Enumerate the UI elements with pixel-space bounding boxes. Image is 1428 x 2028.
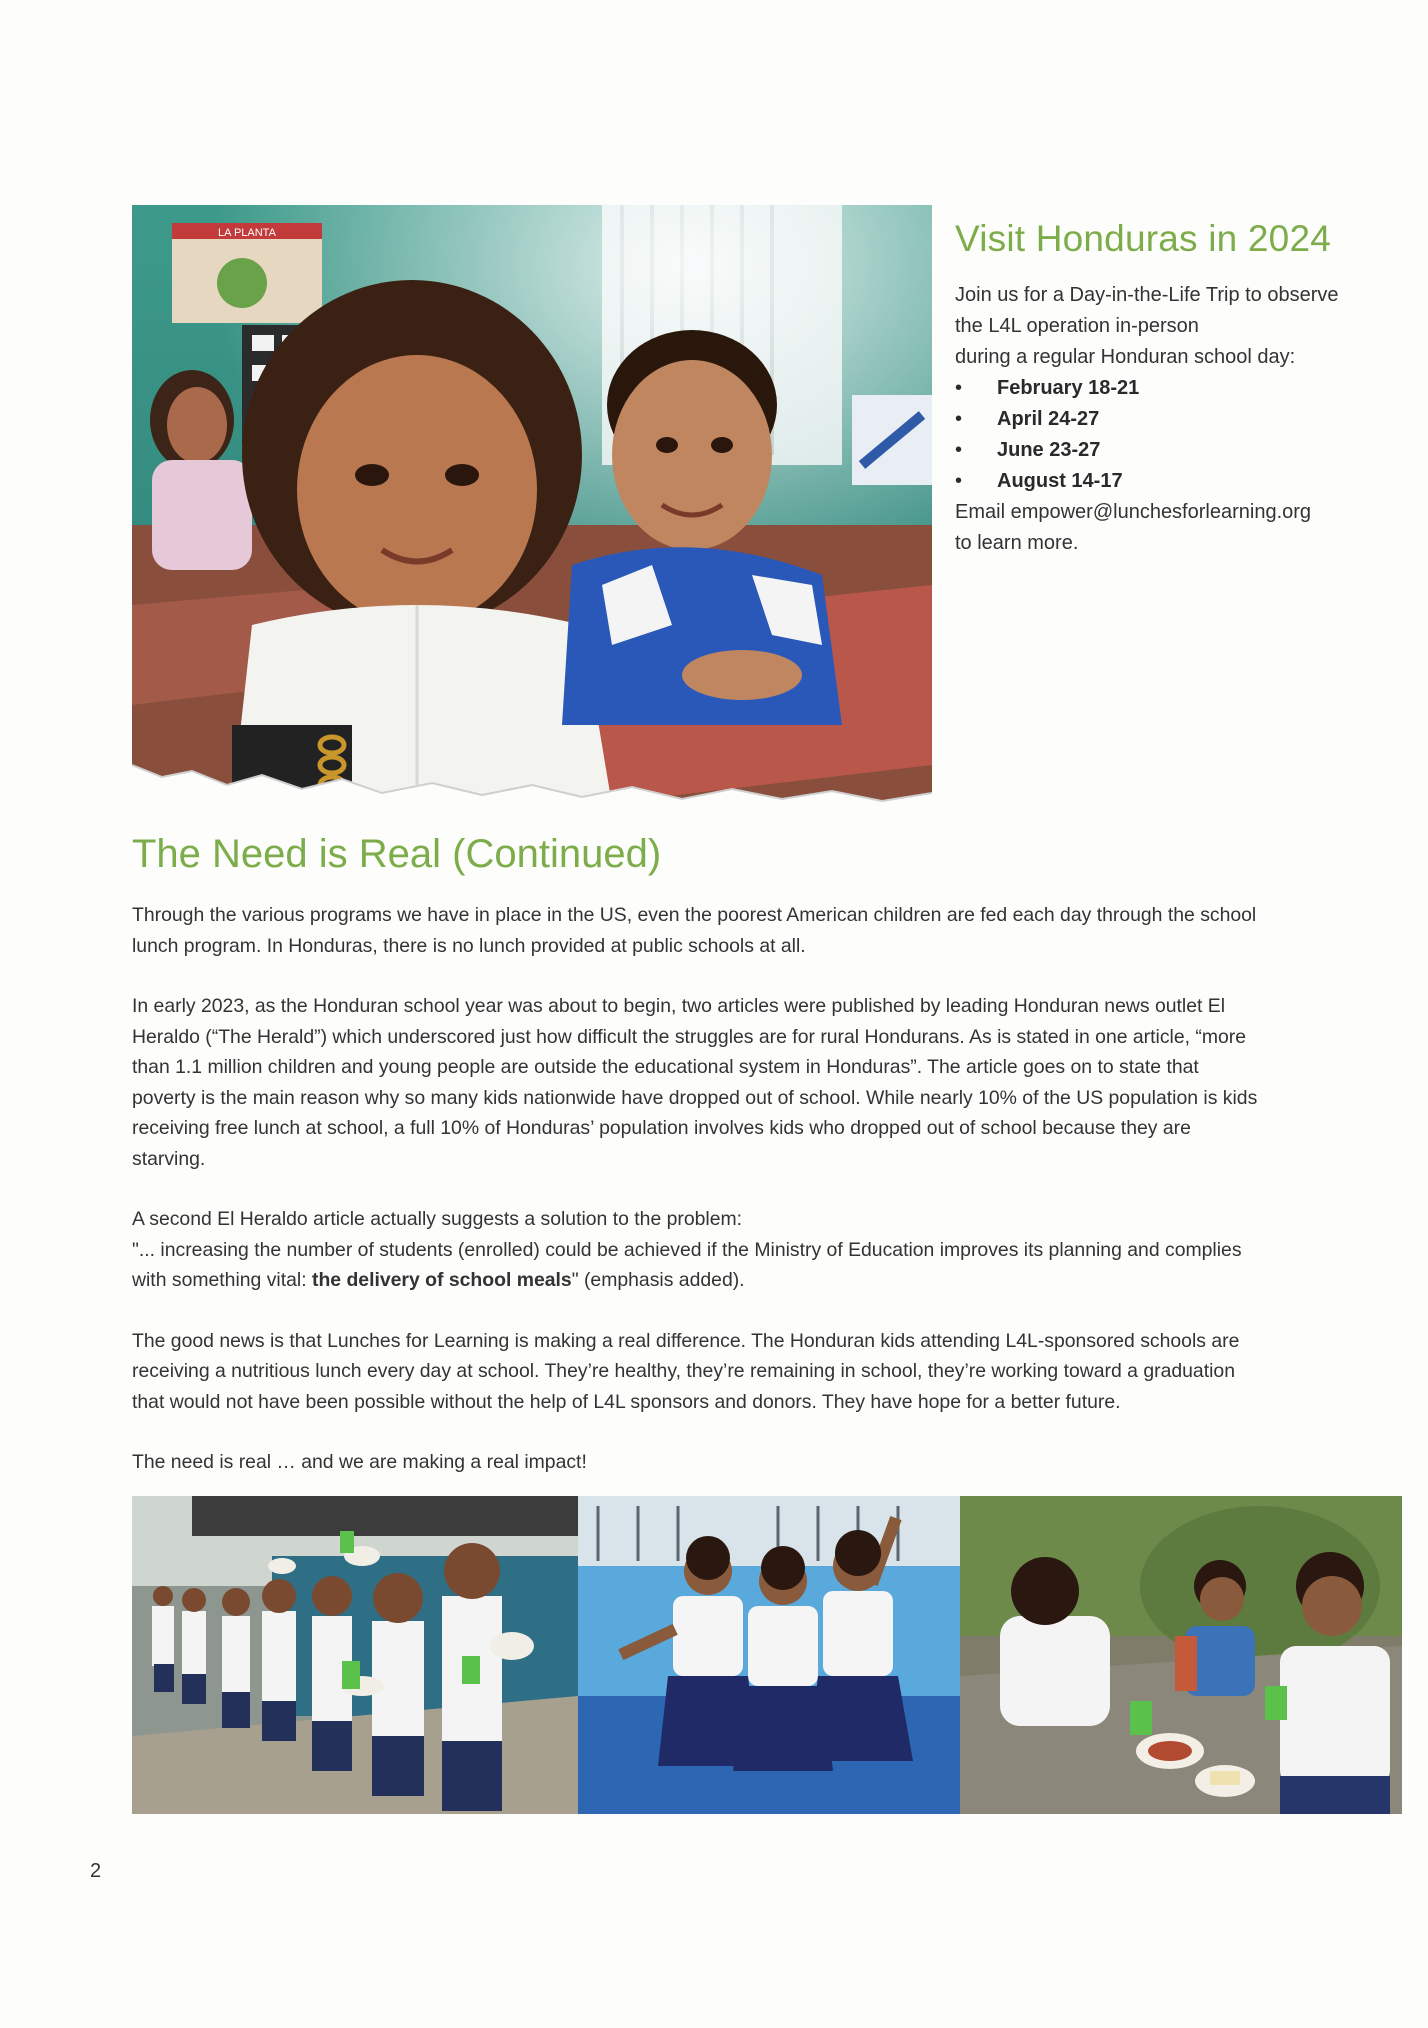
quote-line — [132, 1265, 1402, 1296]
article-closing-line: The need is real … and we are making a real impact! — [132, 1451, 587, 1473]
text-line: lunch program. In Honduras, there is no lunch provided at public schools at all. — [132, 934, 806, 957]
trip-date-item: • February 18-21 — [955, 373, 1395, 404]
text-line: A second El Heraldo article actually suggests a solution to the problem: — [132, 1208, 743, 1230]
sidebar-title: Visit Honduras in 2024 — [955, 218, 1332, 259]
article-title: The Need is Real (Continued) — [132, 832, 662, 876]
emphasis-text: the delivery of school meals — [311, 1269, 572, 1291]
photo-kids-in-line-with-bowls — [132, 1496, 578, 1814]
text-line: that would not have been possible without the help of L4L sponsors and donors. They have hope for a better future. — [132, 1390, 1121, 1413]
text-line: Through the various programs we have in place in the US, even the poorest American children are fed each day through the school — [132, 904, 1257, 926]
trip-dates-list — [955, 373, 1395, 497]
sidebar-intro-line: during a regular Honduran school day: — [955, 346, 1296, 368]
text-line: than 1.1 million children and young people are outside the educational system in Honduras”. The article goes on to state that — [132, 1056, 1199, 1078]
photo-three-girls-waving — [578, 1496, 960, 1814]
article-paragraph — [132, 991, 1402, 1174]
poster-text: LA PLANTA — [218, 227, 276, 239]
text-line: Heraldo (“The Herald”) which underscored just how difficult the struggles are for rural Hondurans. As is stated in one article, “more — [132, 1025, 1247, 1048]
quote-text: " (emphasis added). — [571, 1269, 745, 1291]
text-line: poverty is the main reason why so many kids nationwide have dropped out of school. While nearly 10% of the US population is kids — [132, 1086, 1258, 1109]
visit-honduras-sidebar — [955, 218, 1395, 559]
article-paragraph — [132, 1326, 1402, 1418]
quote-line: "... increasing the number of students (enrolled) could be achieved if the Ministry of Education improves its planning and complies — [132, 1238, 1242, 1261]
article-paragraph — [132, 1204, 1402, 1296]
trip-date-item: • April 24-27 — [955, 404, 1395, 435]
sidebar-outro-line: to learn more. — [955, 532, 1079, 554]
trip-date-item: • June 23-27 — [955, 435, 1395, 466]
page-number: 2 — [90, 1860, 102, 1882]
sidebar-intro-line: Join us for a Day-in-the-Life Trip to observe — [955, 284, 1339, 306]
sidebar-contact-email: Email empower@lunchesforlearning.org — [955, 501, 1312, 523]
text-line: starving. — [132, 1147, 206, 1170]
sidebar-intro-line: the L4L operation in-person — [955, 315, 1199, 337]
photo-boys-eating-lunch — [960, 1496, 1402, 1814]
text-line: The good news is that Lunches for Learning is making a real difference. The Honduran kids attending L4L-sponsored schools are — [132, 1329, 1240, 1352]
trip-date-item: • August 14-17 — [955, 466, 1395, 497]
photo-strip — [132, 1496, 1402, 1814]
hero-photo-classroom-children — [132, 205, 932, 805]
article-body — [132, 900, 1402, 1508]
quote-text: with something vital: — [132, 1269, 312, 1291]
text-line: In early 2023, as the Honduran school year was about to begin, two articles were published by leading Honduran news outlet El — [132, 995, 1226, 1017]
article-paragraph — [132, 900, 1402, 961]
text-line: receiving a nutritious lunch every day at school. They’re healthy, they’re remaining in school, they’re working toward a graduation — [132, 1360, 1235, 1382]
text-line: receiving free lunch at school, a full 10% of Honduras’ population involves kids who dropped out of school because they are — [132, 1117, 1191, 1139]
